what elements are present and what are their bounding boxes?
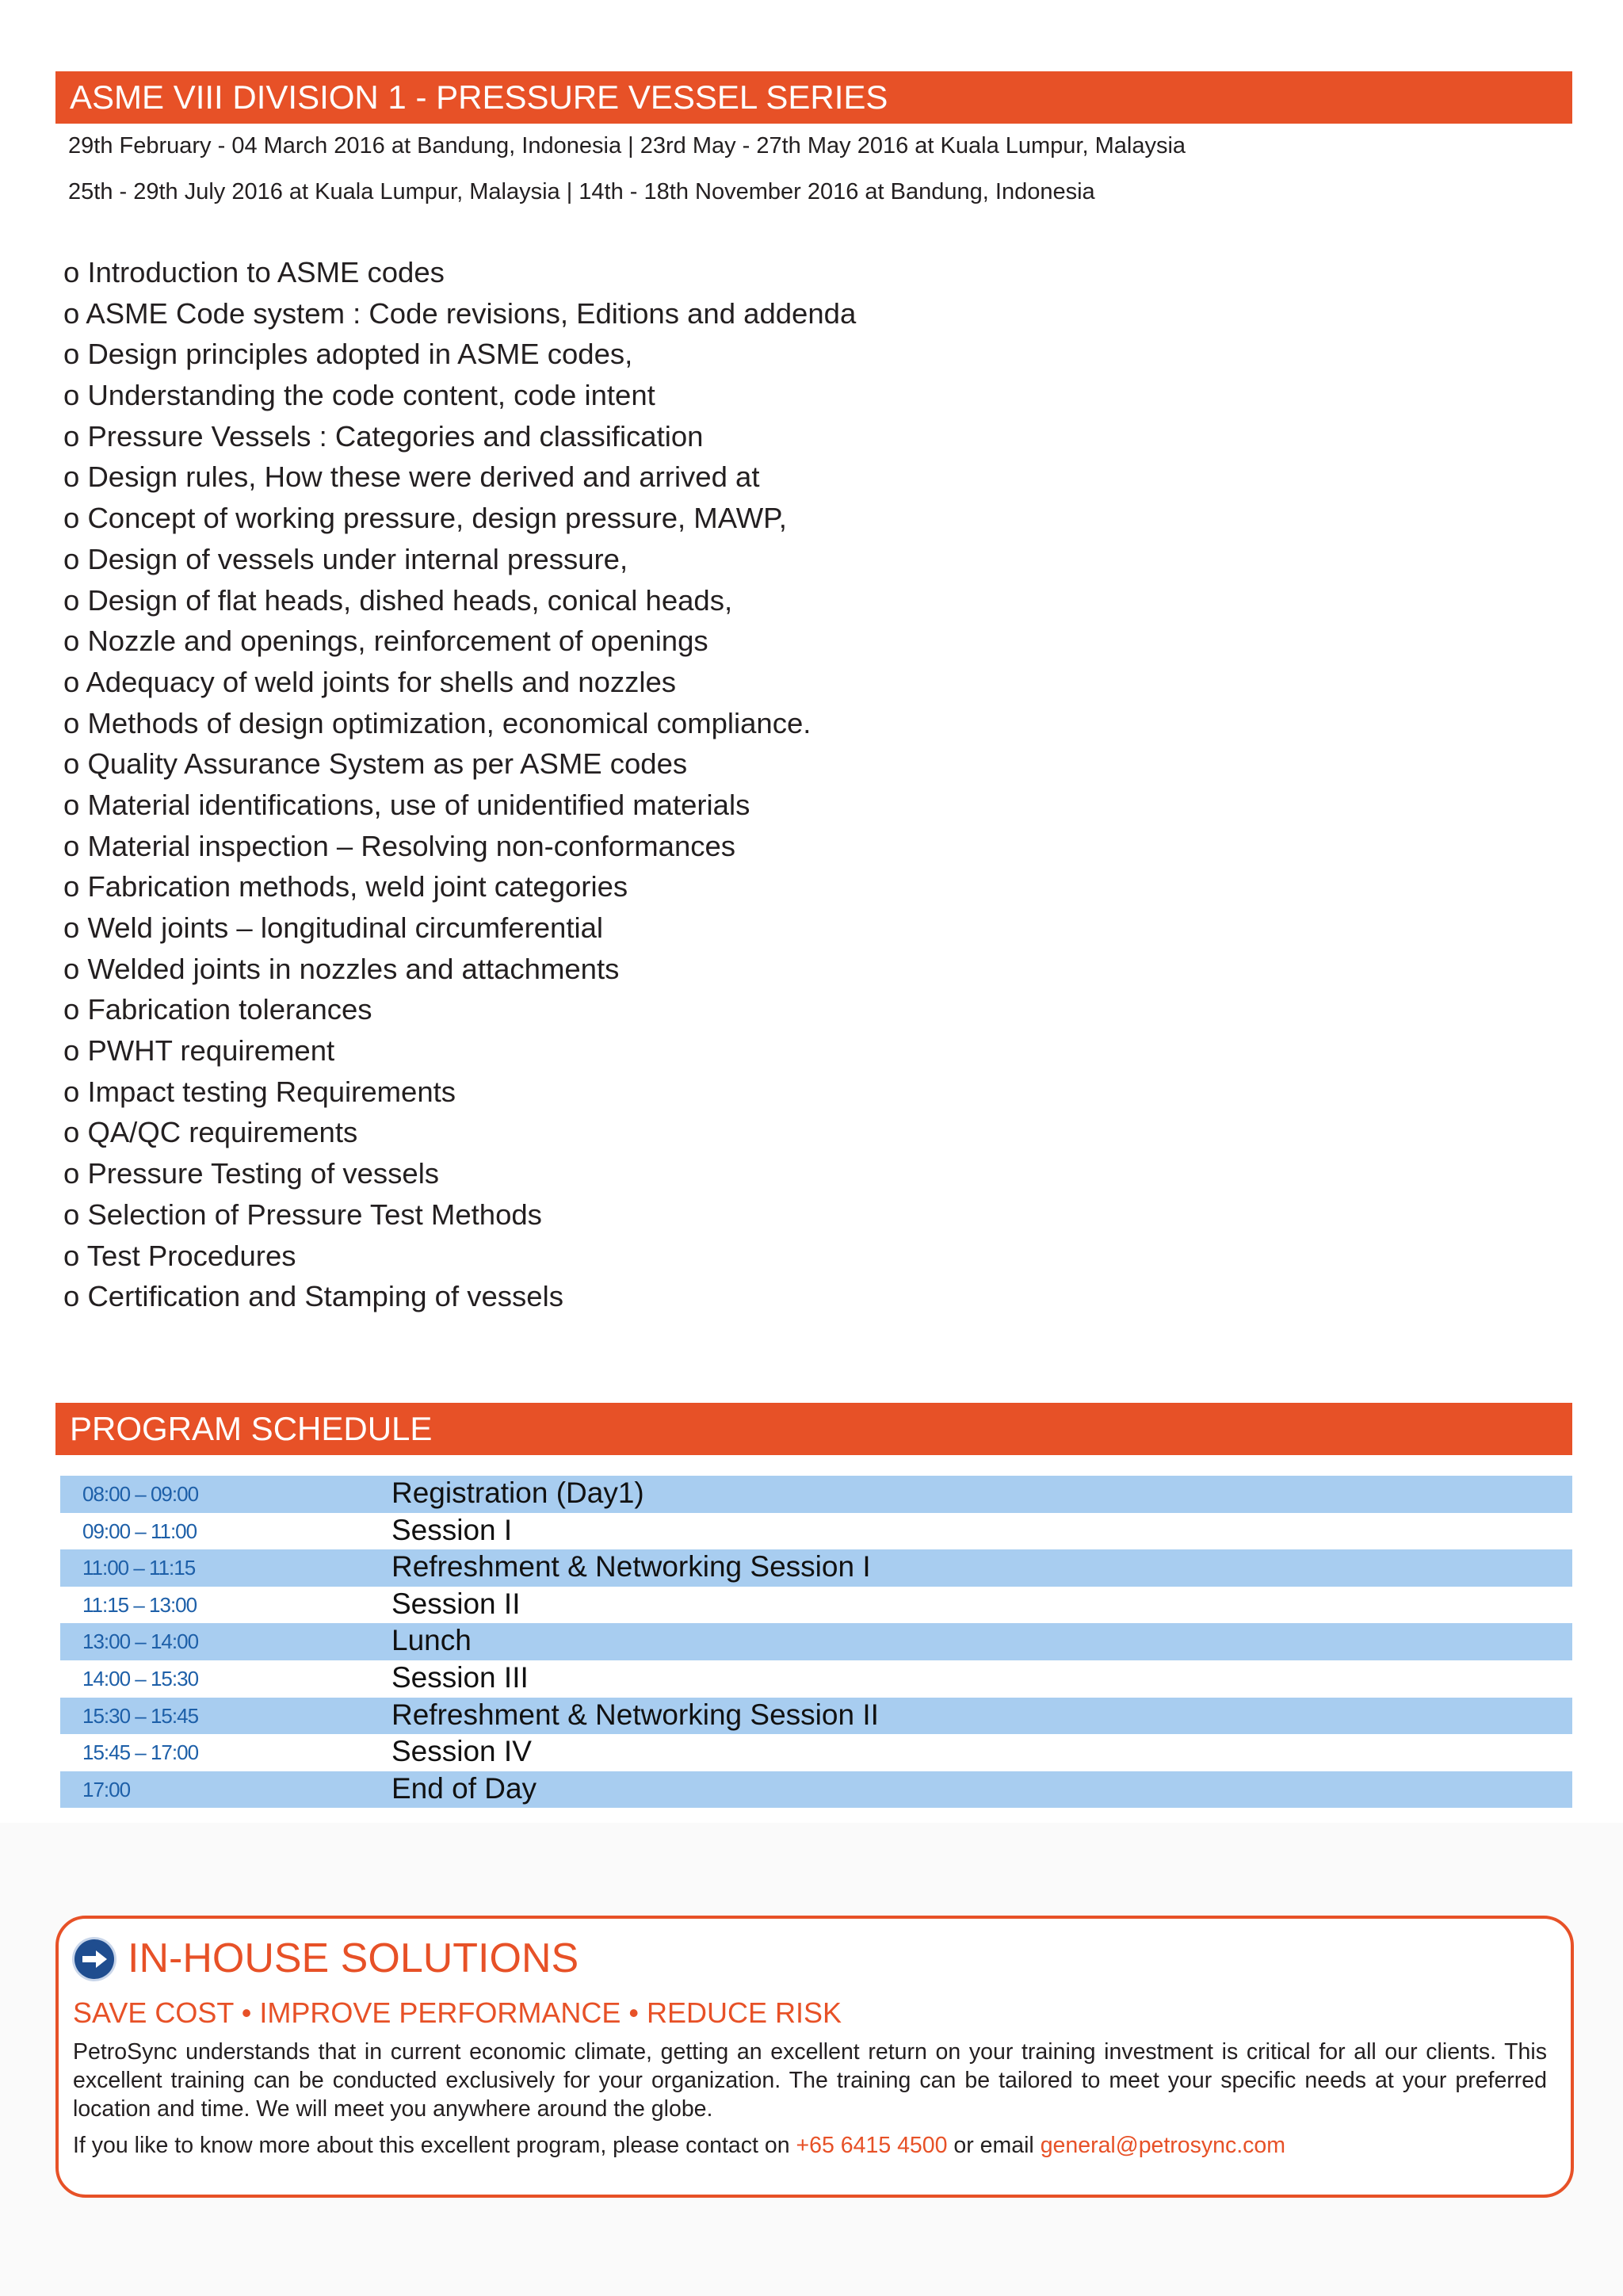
schedule-row xyxy=(60,1698,1572,1735)
topic-item: o Impact testing Requirements xyxy=(63,1075,456,1108)
schedule-time: 15:45 – 17:00 xyxy=(82,1740,199,1765)
course-dates-line-2: 25th - 29th July 2016 at Kuala Lumpur, Malaysia | 14th - 18th November 2016 at Bandung, Indonesia xyxy=(68,179,1095,204)
inhouse-title: IN-HOUSE SOLUTIONS xyxy=(128,1935,579,1981)
schedule-activity: Refreshment & Networking Session II xyxy=(391,1698,879,1731)
topic-item: o Design principles adopted in ASME codes, xyxy=(63,338,633,371)
topic-item: o Selection of Pressure Test Methods xyxy=(63,1198,542,1231)
topic-item: o Design of flat heads, dished heads, conical heads, xyxy=(63,583,733,617)
topic-item: o Certification and Stamping of vessels xyxy=(63,1280,563,1313)
course-dates-line-1: 29th February - 04 March 2016 at Bandung, Indonesia | 23rd May - 27th May 2016 at Kuala Lumpur, Malaysia xyxy=(68,133,1186,159)
schedule-time: 14:00 – 15:30 xyxy=(82,1666,199,1690)
schedule-row xyxy=(60,1513,1572,1550)
inhouse-tagline: SAVE COST • IMPROVE PERFORMANCE • REDUCE RISK xyxy=(73,1996,842,2029)
topic-item: o Introduction to ASME codes xyxy=(63,256,445,288)
schedule-row xyxy=(60,1476,1572,1513)
schedule-row xyxy=(60,1623,1572,1660)
topic-item: o Adequacy of weld joints for shells and nozzles xyxy=(63,665,677,698)
schedule-time: 11:15 – 13:00 xyxy=(82,1592,197,1617)
contact-phone-link[interactable]: +65 6415 4500 xyxy=(796,2133,948,2158)
topic-item: o Nozzle and openings, reinforcement of openings xyxy=(63,625,708,658)
schedule-title-band xyxy=(55,1403,1572,1455)
topic-item: o Weld joints – longitudinal circumferential xyxy=(63,911,604,944)
arrow-right-circle-icon xyxy=(74,1939,114,1979)
topic-item: o Welded joints in nozzles and attachments xyxy=(63,952,620,985)
schedule-title: PROGRAM SCHEDULE xyxy=(70,1410,433,1447)
schedule-time: 15:30 – 15:45 xyxy=(82,1703,199,1728)
schedule-activity: Session III xyxy=(391,1660,529,1694)
topic-item: o Quality Assurance System as per ASME codes xyxy=(63,747,688,781)
contact-prefix: If you like to know more about this excellent program, please contact on xyxy=(73,2133,796,2158)
inhouse-description: PetroSync understands that in current economic climate, getting an excellent return on your training investment is critical for all our clients. This excellent training can be conducted exclusively for your organization. The training can be tailored to meet your specific needs at your preferred location and time. We will meet you anywhere around the globe. xyxy=(73,2039,1547,2122)
topic-item: o QA/QC requirements xyxy=(63,1116,358,1149)
schedule-row xyxy=(60,1771,1572,1809)
topic-item: o Fabrication methods, weld joint categories xyxy=(63,870,628,904)
schedule-table xyxy=(60,1476,1572,1808)
schedule-activity: Registration (Day1) xyxy=(391,1477,644,1509)
schedule-time: 09:00 – 11:00 xyxy=(82,1519,197,1543)
topic-item: o Material inspection – Resolving non-conformances xyxy=(63,829,736,862)
topic-item: o Pressure Vessels : Categories and classification xyxy=(63,419,704,453)
schedule-activity: Session IV xyxy=(391,1735,532,1768)
topic-item: o Material identifications, use of unidentified materials xyxy=(63,788,750,821)
course-title-band xyxy=(55,71,1572,124)
schedule-time: 13:00 – 14:00 xyxy=(82,1629,199,1654)
topic-item: o Design rules, How these were derived and arrived at xyxy=(63,460,760,494)
schedule-row xyxy=(60,1734,1572,1771)
course-topic-list xyxy=(63,252,856,1317)
topic-item: o ASME Code system : Code revisions, Editions and addenda xyxy=(63,296,857,330)
course-title: ASME VIII DIVISION 1 - PRESSURE VESSEL SERIES xyxy=(70,78,888,116)
schedule-activity: Refreshment & Networking Session I xyxy=(391,1550,871,1584)
schedule-time: 17:00 xyxy=(82,1777,131,1801)
contact-email-link[interactable]: general@petrosync.com xyxy=(1040,2133,1286,2158)
schedule-activity: Session II xyxy=(391,1587,521,1620)
topic-item: o Methods of design optimization, economical compliance. xyxy=(63,706,812,739)
topic-item: o Design of vessels under internal pressure, xyxy=(63,542,628,575)
schedule-row xyxy=(60,1660,1572,1698)
topic-item: o Understanding the code content, code intent xyxy=(63,379,655,412)
topic-item: o PWHT requirement xyxy=(63,1034,335,1068)
inhouse-solutions-box xyxy=(55,1916,1574,2198)
schedule-activity: Session I xyxy=(391,1513,513,1546)
schedule-time: 11:00 – 11:15 xyxy=(82,1556,196,1580)
contact-middle: or email xyxy=(947,2133,1041,2158)
topic-item: o Fabrication tolerances xyxy=(63,993,372,1026)
schedule-row xyxy=(60,1587,1572,1624)
topic-item: o Concept of working pressure, design pressure, MAWP, xyxy=(63,502,787,535)
schedule-activity: End of Day xyxy=(391,1771,537,1805)
topic-item: o Pressure Testing of vessels xyxy=(63,1157,440,1190)
schedule-row xyxy=(60,1549,1572,1587)
inhouse-contact-line xyxy=(73,2133,1285,2159)
schedule-time: 08:00 – 09:00 xyxy=(82,1482,199,1506)
schedule-activity: Lunch xyxy=(391,1624,472,1657)
topic-item: o Test Procedures xyxy=(63,1239,296,1272)
